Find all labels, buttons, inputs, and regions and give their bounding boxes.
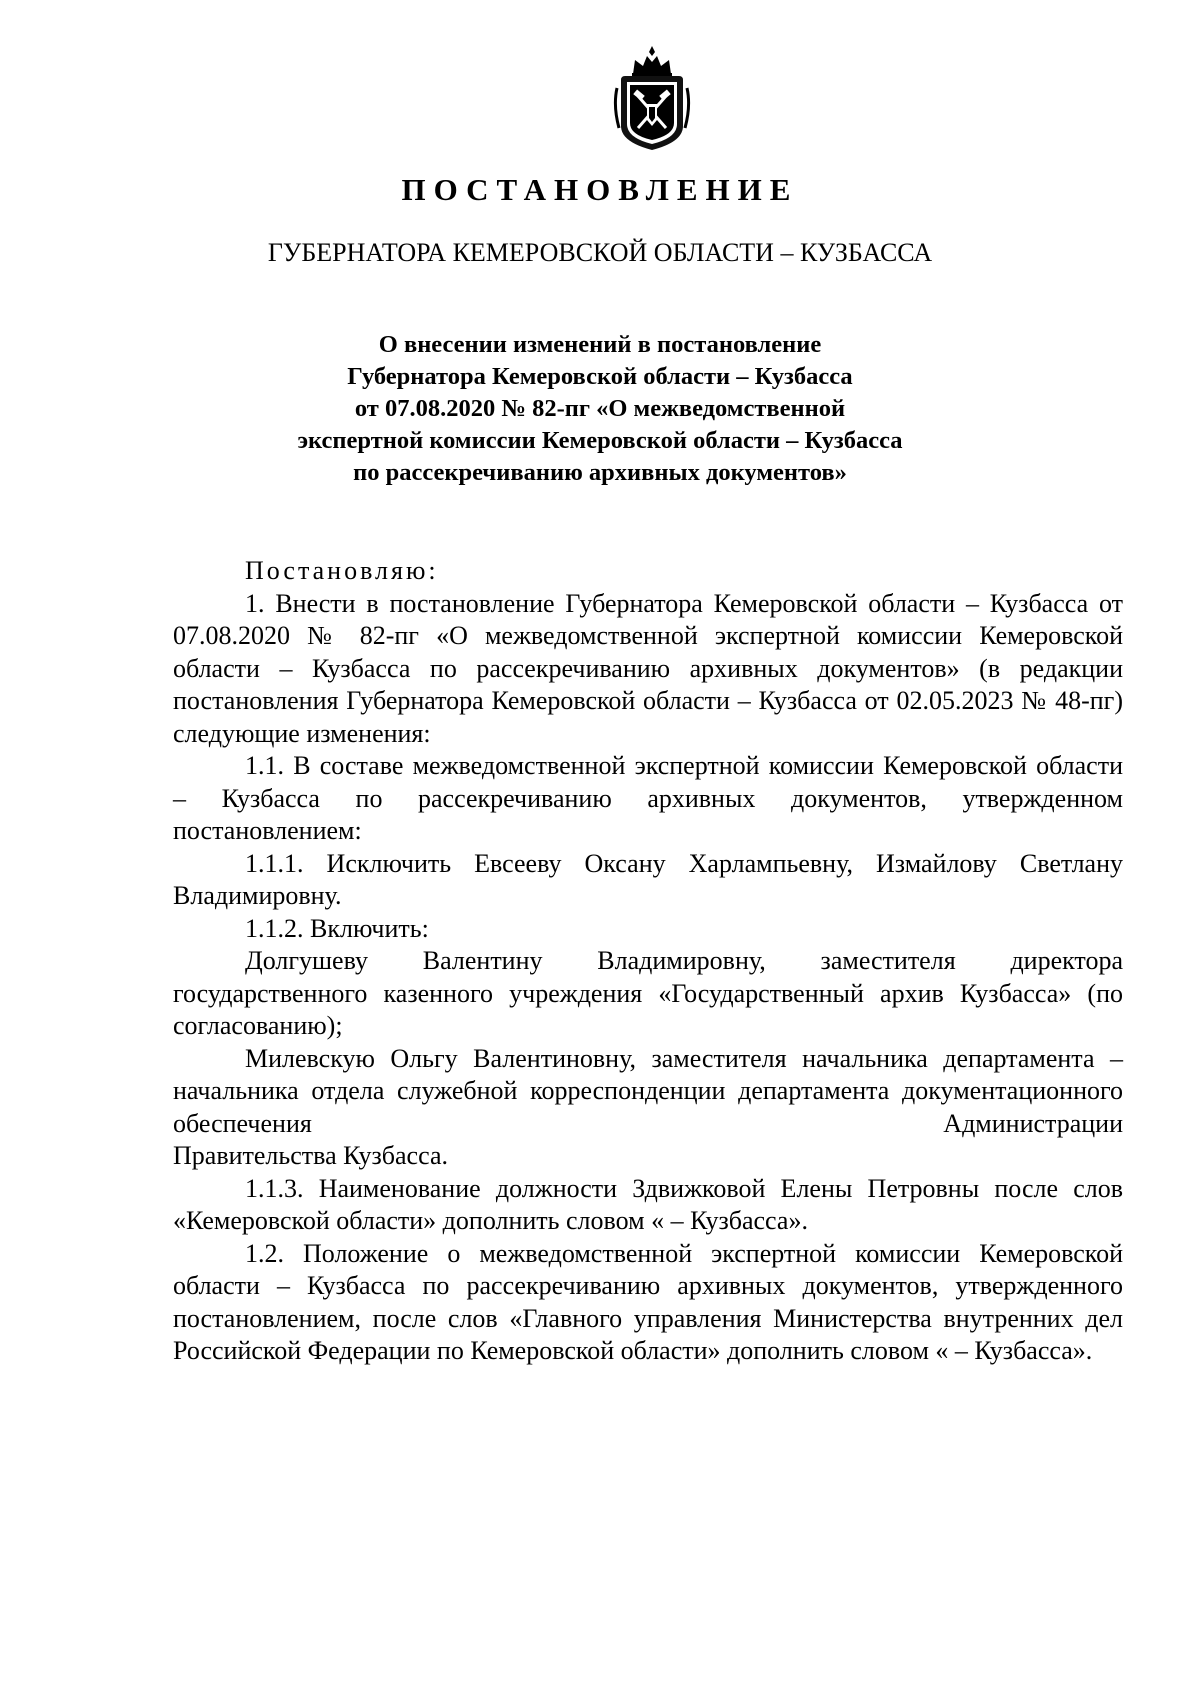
document-title (0, 329, 1200, 489)
paragraph-1-2: 1.2. Положение о межведомственной экспертной комиссии Кемеровской области – Кузбасса по рассекречиванию архивных документов, утвержденного постановлением, после слов «Главного управления Министерства внутренних дел Российской Федерации по Кемеровской области» дополнить словом « – Кузбасса». (173, 1238, 1123, 1365)
title-line: от 07.08.2020 № 82-пг «О межведомственной (354, 395, 846, 422)
issuing-authority: ГУБЕРНАТОРА КЕМЕРОВСКОЙ ОБЛАСТИ – КУЗБАССА (267, 238, 933, 267)
document-body (173, 555, 1123, 1368)
resolve-clause: Постановляю: (245, 556, 439, 585)
included-member-2: Милевскую Ольгу Валентиновну, заместителя начальника департамента – начальника отдела служебной корреспонденции департамента документационного обеспечения Администрации (173, 1043, 1123, 1138)
document-type-heading: ПОСТАНОВЛЕНИЕ (401, 172, 799, 207)
paragraph-1: 1. Внести в постановление Губернатора Кемеровской области – Кузбасса от 07.08.2020 № 82-пг «О межведомственной экспертной комиссии Кемеровской области – Кузбасса по рассекречиванию архивных документов» (в редакции постановления Губернатора Кемеровской области – Кузбасса от 02.05.2023 № 48-пг) следующие изменения: (173, 588, 1123, 748)
title-line: Губернатора Кемеровской области – Кузбасса (347, 363, 853, 390)
title-line: по рассекречиванию архивных документов» (353, 459, 847, 486)
paragraph-1-1: 1.1. В составе межведомственной экспертной комиссии Кемеровской области – Кузбасса по рассекречиванию архивных документов, утвержденном постановлением: (173, 751, 1123, 845)
coat-of-arms-icon (613, 44, 691, 152)
included-member-2-continued: Правительства Кузбасса. (173, 1141, 448, 1170)
paragraph-1-1-2: 1.1.2. Включить: (245, 913, 429, 943)
included-member-1: Долгушеву Валентину Владимировну, заместителя директора государственного казенного учреждения «Государственный архив Кузбасса» (по согласованию); (173, 946, 1123, 1040)
paragraph-1-1-1: 1.1.1. Исключить Евсееву Оксану Харлампьевну, Измайлову Светлану Владимировну. (173, 848, 1123, 910)
paragraph-1-1-3: 1.1.3. Наименование должности Здвижковой Елены Петровны после слов «Кемеровской области» дополнить словом « – Кузбасса». (173, 1173, 1123, 1235)
title-line: экспертной комиссии Кемеровской области – Кузбасса (297, 427, 903, 454)
title-line: О внесении изменений в постановление (378, 331, 822, 358)
